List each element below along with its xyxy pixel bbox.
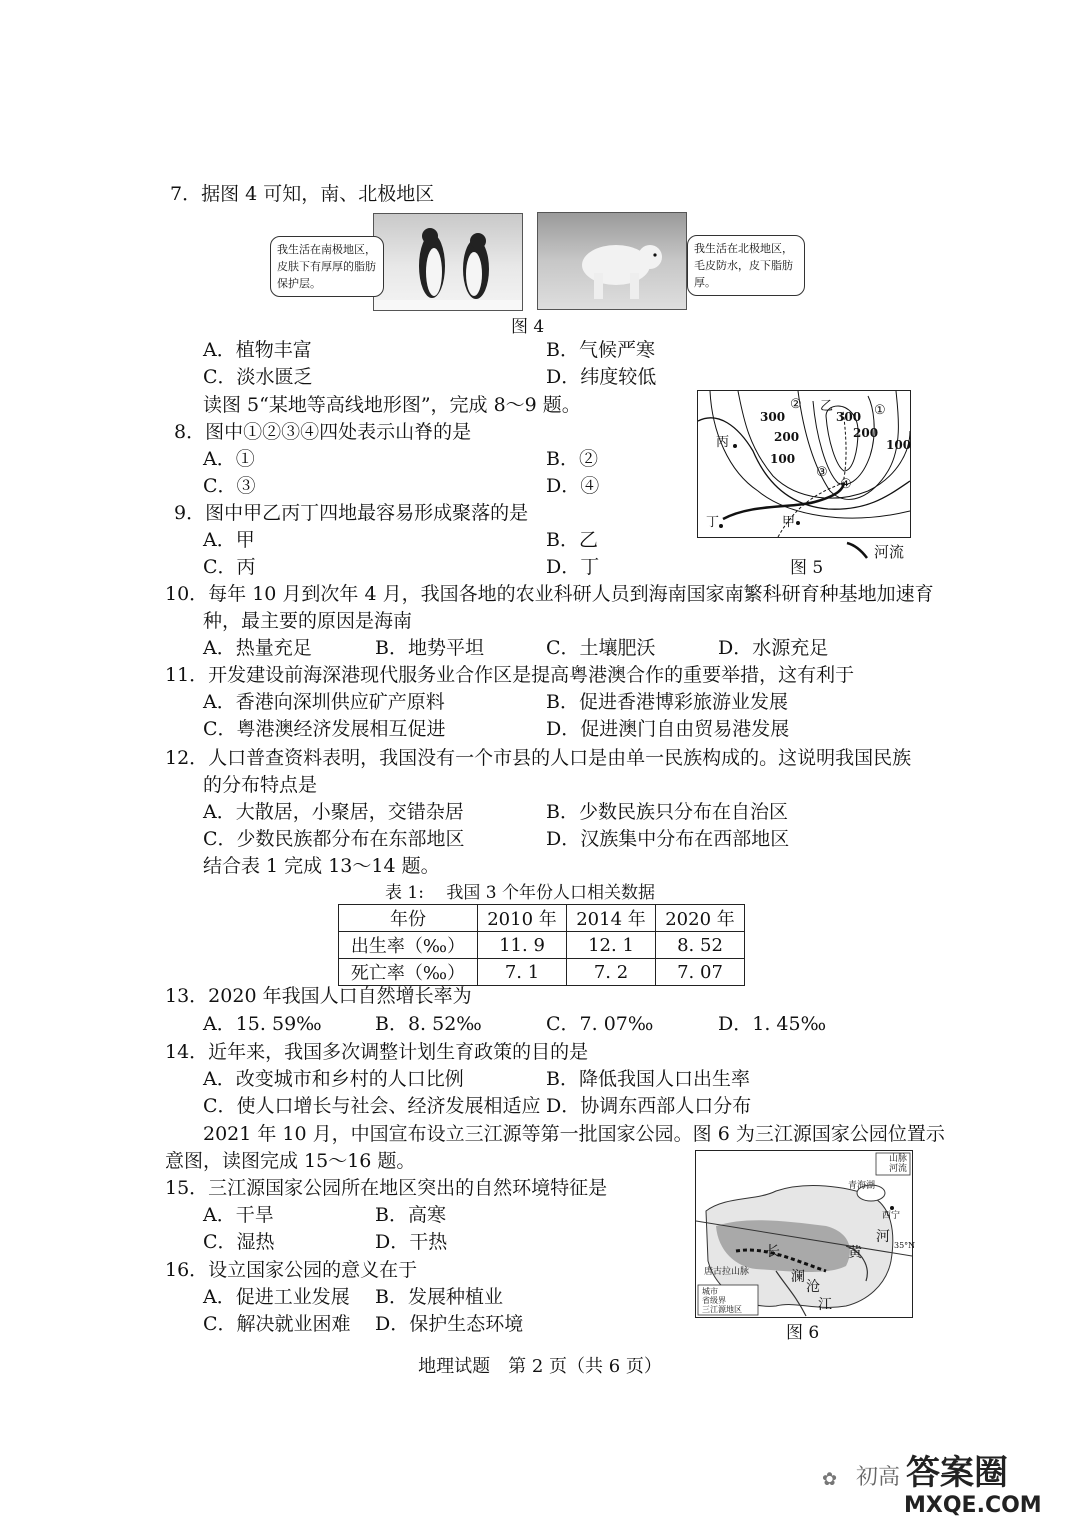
table-header-cell: 2020 年 [656,905,745,932]
table-cell: 11. 9 [478,932,567,959]
polar-bear-illustration [538,213,686,309]
q13-option-a[interactable]: A．15. 59‰ [203,1013,322,1035]
q9-option-b[interactable]: B．乙 [546,529,598,551]
q10-option-c[interactable]: C．土壤肥沃 [546,637,656,659]
legend-city: 城市 [702,1287,718,1296]
penguin-speech-bubble: 我生活在南极地区，皮肤下有厚厚的脂肪保护层。 [270,236,384,297]
q9-option-a[interactable]: A．甲 [203,529,255,551]
place-bing: 丙 [716,435,730,450]
legend-park: 三江源地区 [702,1305,742,1314]
q16-option-c[interactable]: C．解决就业困难 [203,1313,351,1335]
contour-label-200b: 200 [853,426,879,440]
q12-option-d[interactable]: D．汉族集中分布在西部地区 [546,828,790,850]
contour-label-300a: 300 [760,410,786,424]
contour-label-300b: 300 [836,410,862,424]
q9-option-d[interactable]: D．丁 [546,556,600,578]
q7-option-c[interactable]: C．淡水匮乏 [203,366,313,388]
intro-15-16-line1: 2021 年 10 月，中国宣布设立三江源等第一批国家公园。图 6 为三江源国家公园位置示 [203,1123,945,1145]
marker-4: ④ [840,477,852,492]
label-lan: 澜 [791,1269,805,1285]
label-jiang: 江 [818,1297,832,1313]
polar-bear-speech-bubble: 我生活在北极地区，毛皮防水，皮下脂肪厚。 [687,235,805,296]
q10-option-d[interactable]: D．水源充足 [718,637,829,659]
q7-option-d[interactable]: D．纬度较低 [546,366,657,388]
label-chang: 长 [766,1244,780,1260]
q16-stem: 16．设立国家公园的意义在于 [165,1259,418,1281]
label-he: 河 [876,1229,890,1245]
q10-stem-line2: 种，最主要的原因是海南 [203,610,413,632]
figure-6-map [695,1150,916,1318]
q8-option-c[interactable]: C．③ [203,475,256,497]
place-jia: 甲 [782,515,796,530]
watermark-logo: 答案圈 [906,1453,1008,1493]
q12-stem-line2: 的分布特点是 [203,774,318,796]
q16-option-b[interactable]: B．发展种植业 [375,1286,503,1308]
q7-stem: 7．据图 4 可知，南、北极地区 [170,183,435,205]
q11-option-a[interactable]: A．香港向深圳供应矿产原料 [203,691,445,713]
marker-1: ① [874,403,886,418]
q12-stem-line1: 12．人口普查资料表明，我国没有一个市县的人口是由单一民族构成的。这说明我国民族 [165,747,912,769]
q11-option-c[interactable]: C．粤港澳经济发展相互促进 [203,718,446,740]
table-row [339,959,745,986]
figure-6-caption: 图 6 [786,1323,820,1343]
q8-option-d[interactable]: D．④ [546,475,600,497]
q15-option-c[interactable]: C．湿热 [203,1231,275,1253]
table-cell: 7. 07 [656,959,745,986]
contour-label-100a: 100 [770,452,796,466]
table-cell: 7. 2 [567,959,656,986]
q16-option-d[interactable]: D．保护生态环境 [375,1313,524,1335]
q13-option-c[interactable]: C．7. 07‰ [546,1013,654,1035]
figure-5-contour-map [697,390,911,538]
q14-stem: 14．近年来，我国多次调整计划生育政策的目的是 [165,1041,589,1063]
label-qinghai-lake: 青海湖 [848,1181,876,1191]
watermark-site: MXQE.COM [904,1493,1042,1518]
legend-river: 河流 [889,1164,908,1174]
place-ding: 丁 [706,515,720,530]
place-yi: 乙 [820,399,834,414]
table-header-row [339,905,745,932]
penguin-photo [373,213,523,311]
q13-option-b[interactable]: B．8. 52‰ [375,1013,482,1035]
table-header-cell: 2010 年 [478,905,567,932]
q13-option-d[interactable]: D．1. 45‰ [718,1013,827,1035]
q12-option-b[interactable]: B．少数民族只分布在自治区 [546,801,788,823]
q12-option-c[interactable]: C．少数民族都分布在东部地区 [203,828,465,850]
q10-option-a[interactable]: A．热量充足 [203,637,312,659]
q14-option-d[interactable]: D．协调东西部人口分布 [546,1095,752,1117]
q13-stem: 13．2020 年我国人口自然增长率为 [165,985,472,1007]
q8-option-a[interactable]: A．① [203,448,255,470]
label-huang: 黄 [848,1245,862,1261]
marker-3: ③ [816,465,828,480]
q15-option-a[interactable]: A．干旱 [203,1204,274,1226]
q11-option-b[interactable]: B．促进香港博彩旅游业发展 [546,691,788,713]
q10-option-b[interactable]: B．地势平坦 [375,637,484,659]
q11-option-d[interactable]: D．促进澳门自由贸易港发展 [546,718,790,740]
q9-option-c[interactable]: C．丙 [203,556,256,578]
contour-label-200a: 200 [774,430,800,444]
table-cell: 出生率（‰） [339,932,478,959]
q14-option-c[interactable]: C．使人口增长与社会、经济发展相适应 [203,1095,541,1117]
q7-option-a[interactable]: A．植物丰富 [203,339,312,361]
table-1-title: 表 1: 我国 3 个年份人口相关数据 [385,883,655,903]
table-header-cell: 2014 年 [567,905,656,932]
q14-option-a[interactable]: A．改变城市和乡村的人口比例 [203,1068,464,1090]
penguin-illustration [374,214,522,310]
q8-option-b[interactable]: B．② [546,448,598,470]
table-cell: 12. 1 [567,932,656,959]
wechat-icon: ✿ [822,1469,838,1490]
intro-8-9: 读图 5“某地等高线地形图”，完成 8～9 题。 [203,394,581,416]
contour-label-100b: 100 [886,438,912,452]
q15-option-b[interactable]: B．高寒 [375,1204,446,1226]
intro-13-14: 结合表 1 完成 13～14 题。 [203,855,440,877]
q16-option-a[interactable]: A．促进工业发展 [203,1286,350,1308]
figure-4-caption: 图 4 [511,317,545,337]
watermark [822,1450,1072,1520]
figure-5-caption: 图 5 [790,558,824,578]
q8-stem: 8．图中①②③④四处表示山脊的是 [174,421,472,443]
table-cell: 死亡率（‰） [339,959,478,986]
intro-15-16-line2: 意图，读图完成 15～16 题。 [165,1150,416,1172]
table-1 [338,904,745,986]
q15-stem: 15．三江源国家公园所在地区突出的自然环境特征是 [165,1177,608,1199]
q12-option-a[interactable]: A．大散居，小聚居，交错杂居 [203,801,464,823]
q14-option-b[interactable]: B．降低我国人口出生率 [546,1068,750,1090]
polar-bear-photo [537,212,687,310]
label-cang: 沧 [806,1279,820,1295]
watermark-text1: 初高 [856,1465,901,1490]
label-35n: 35°N [894,1241,916,1250]
label-tanggula: 唐古拉山脉 [704,1267,750,1277]
q11-stem: 11．开发建设前海深港现代服务业合作区是提高粤港澳合作的重要举措，这有利于 [165,664,855,686]
legend-border: 省级界 [702,1296,726,1305]
label-xining: 西宁 [882,1211,901,1221]
legend-mountain: 山脉 [889,1154,908,1164]
q7-option-b[interactable]: B．气候严寒 [546,339,655,361]
q9-stem: 9．图中甲乙丙丁四地最容易形成聚落的是 [174,502,529,524]
q10-stem-line1: 10．每年 10 月到次年 4 月，我国各地的农业科研人员到海南国家南繁科研育种基地加速育 [165,583,934,605]
river-legend-icon [845,540,871,560]
table-cell: 8. 52 [656,932,745,959]
table-cell: 7. 1 [478,959,567,986]
page-footer: 地理试题 第 2 页（共 6 页） [418,1356,662,1377]
marker-2: ② [790,397,802,412]
table-header-cell: 年份 [339,905,478,932]
q15-option-d[interactable]: D．干热 [375,1231,448,1253]
fig5-legend-river: 河流 [874,543,905,561]
table-row [339,932,745,959]
